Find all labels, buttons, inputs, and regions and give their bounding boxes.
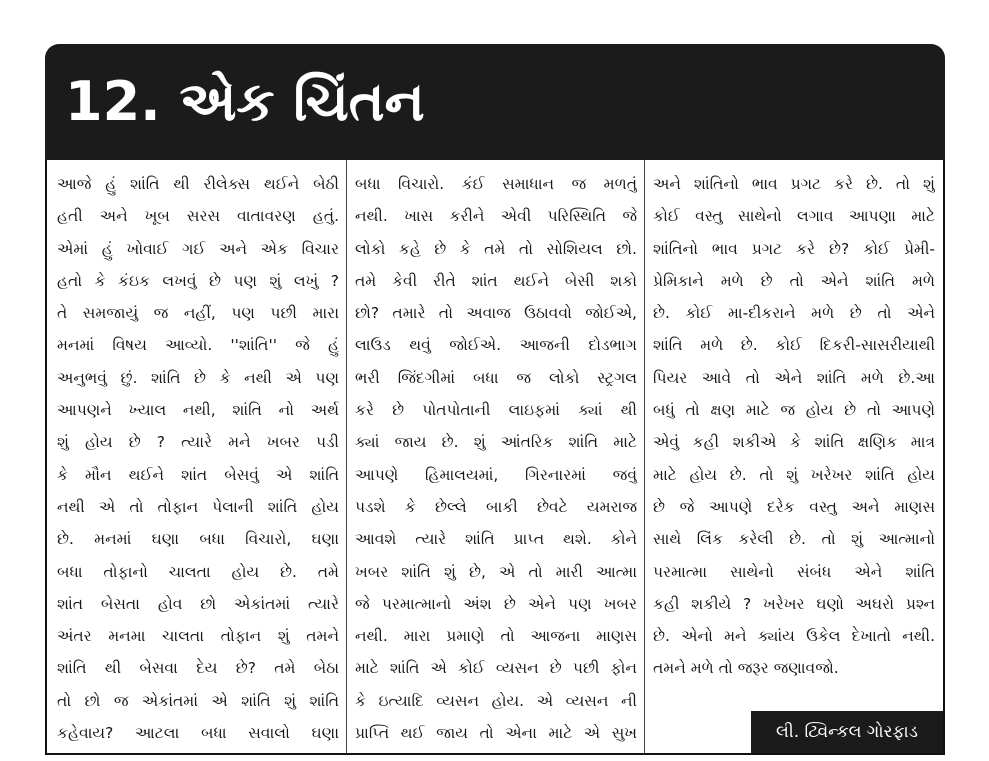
text-line: આપણને ખ્યાલ નથી, શાંતિ નો અર્થ — [57, 401, 339, 420]
text-line: છે. એનો મને ક્યાંય ઉકેલ દેખાતો નથી. — [653, 627, 935, 646]
text-line: લોકો કહે છે કે તમે તો સોશિયલ છો. — [355, 239, 637, 258]
text-line: તો છો જ એકાંતમાં એ શાંતિ શું શાંતિ — [57, 691, 339, 710]
text-line: નથી. મારા પ્રમાણે તો આજના માણસ — [355, 627, 637, 646]
text-line: છે. મનમાં ઘણા બધા વિચારો, ઘણા — [57, 530, 339, 549]
text-line: સાથે લિંક કરેલી છે. તો શું આત્માનો — [653, 530, 935, 549]
text-line: પ્રાપ્તિ થઈ જાય તો એના માટે એ સુખ — [355, 724, 637, 743]
text-line: એવું કહી શકીએ કે શાંતિ ક્ષણિક માત્ર — [653, 433, 935, 452]
text-line: શું હોય છે ? ત્યારે મને ખબર પડી — [57, 433, 339, 452]
text-line: તે સમજાયું જ નહીં, પણ પછી મારા — [57, 304, 339, 323]
text-line: છો? તમારે તો અવાજ ઉઠાવવો જોઈએ, — [355, 304, 637, 323]
text-line: શાંતિનો ભાવ પ્રગટ કરે છે? કોઈ પ્રેમી- — [653, 239, 935, 258]
text-line: જે પરમાત્માનો અંશ છે એને પણ ખબર — [355, 594, 637, 613]
text-line: માટે હોય છે. તો શું ખરેખર શાંતિ હોય — [653, 465, 935, 484]
text-line: કે મૌન થઈને શાંત બેસવું એ શાંતિ — [57, 465, 339, 484]
text-line: પિયર આવે તો એને શાંતિ મળે છે.આ — [653, 368, 935, 387]
text-line: ક્યાં જાય છે. શું આંતરિક શાંતિ માટે — [355, 433, 637, 452]
text-line: પડશે કે છેલ્લે બાકી છેવટે યમરાજ — [355, 497, 637, 516]
column-divider — [644, 160, 645, 753]
text-line: કરે છે પોતપોતાની લાઇફમાં ક્યાં થી — [355, 401, 637, 420]
text-line: આજે હું શાંતિ થી રીલેક્સ થઈને બેઠી — [57, 175, 339, 193]
text-line: તમે કેવી રીતે શાંત થઈને બેસી શકો — [355, 271, 637, 290]
text-line: એમાં હું ખોવાઈ ગઈ અને એક વિચાર — [57, 239, 339, 258]
text-line: શાંતિ મળે છે. કોઈ દિકરી-સાસરીયાથી — [653, 336, 935, 355]
text-line: પ્રેમિકાને મળે છે તો એને શાંતિ મળે — [653, 271, 935, 290]
text-line: લાઉડ થવું જોઈએ. આજની દોડભાગ — [355, 336, 637, 355]
text-line: બધા તોફાનો ચાલતા હોય છે. તમે — [57, 562, 339, 581]
text-line: અને શાંતિનો ભાવ પ્રગટ કરે છે. તો શું — [653, 175, 935, 193]
article-header — [45, 44, 945, 160]
text-line: ખબર શાંતિ શું છે, એ તો મારી આત્મા — [355, 562, 637, 581]
text-line: કહી શકીયે ? ખરેખર ઘણો અઘરો પ્રશ્ન — [653, 594, 935, 613]
text-line: આપણે હિમાલયમાં, ગિરનારમાં જવું — [355, 465, 637, 484]
text-line: અનુભવું છું. શાંતિ છે કે નથી એ પણ — [57, 368, 339, 387]
text-line: કોઈ વસ્તુ સાથેનો લગાવ આપણા માટે — [653, 207, 935, 226]
text-line: છે જે આપણે દરેક વસ્તુ અને માણસ — [653, 497, 935, 516]
text-line: અંતર મનમા ચાલતા તોફાન શું તમને — [57, 627, 339, 646]
text-column-2 — [355, 168, 637, 753]
text-line: પરમાત્મા સાથેનો સંબંધ એને શાંતિ — [653, 562, 935, 581]
text-column-3 — [653, 168, 935, 753]
article — [45, 44, 945, 755]
text-line: મનમાં વિષય આવ્યો. ''શાંતિ'' જે હું — [57, 336, 339, 355]
text-line: હતો કે કંઇક લખવું છે પણ શું લખું ? — [57, 271, 339, 290]
text-line: નથી. ખાસ કરીને એવી પરિસ્થિતિ જે — [355, 207, 637, 226]
text-line: ભરી જિંદગીમાં બધા જ લોકો સ્ટ્રગલ — [355, 368, 637, 387]
text-line: શાંત બેસતા હોવ છો એકાંતમાં ત્યારે — [57, 594, 339, 613]
text-line: હતી અને ખૂબ સરસ વાતાવરણ હતું. — [57, 207, 339, 226]
author-byline: લી. ટ્વિન્કલ ગોરફાડ — [751, 711, 943, 753]
text-line: છે. કોઈ મા-દીકરાને મળે છે તો એને — [653, 304, 935, 323]
text-line: બધા વિચારો. કંઈ સમાધાન જ મળતું — [355, 175, 637, 193]
text-column-1 — [57, 168, 339, 753]
article-body — [45, 160, 945, 755]
text-line: આવશે ત્યારે શાંતિ પ્રાપ્ત થશે. કોને — [355, 530, 637, 549]
text-line: નથી એ તો તોફાન પેલાની શાંતિ હોય — [57, 497, 339, 516]
text-line: બધું તો ક્ષણ માટે જ હોય છે તો આપણે — [653, 401, 935, 420]
text-line: માટે શાંતિ એ કોઈ વ્યસન છે પછી ફોન — [355, 659, 637, 678]
text-line: કહેવાય? આટલા બધા સવાલો ઘણા — [57, 724, 339, 743]
text-line: શાંતિ થી બેસવા દેય છે? તમે બેઠા — [57, 659, 339, 678]
article-title: 12. એક ચિંતન — [65, 70, 425, 133]
column-divider — [346, 160, 347, 753]
text-line: તમને મળે તો જરૂર જણાવજો. — [653, 659, 839, 678]
text-line: કે ઇત્યાદિ વ્યસન હોય. એ વ્યસન ની — [355, 691, 637, 710]
